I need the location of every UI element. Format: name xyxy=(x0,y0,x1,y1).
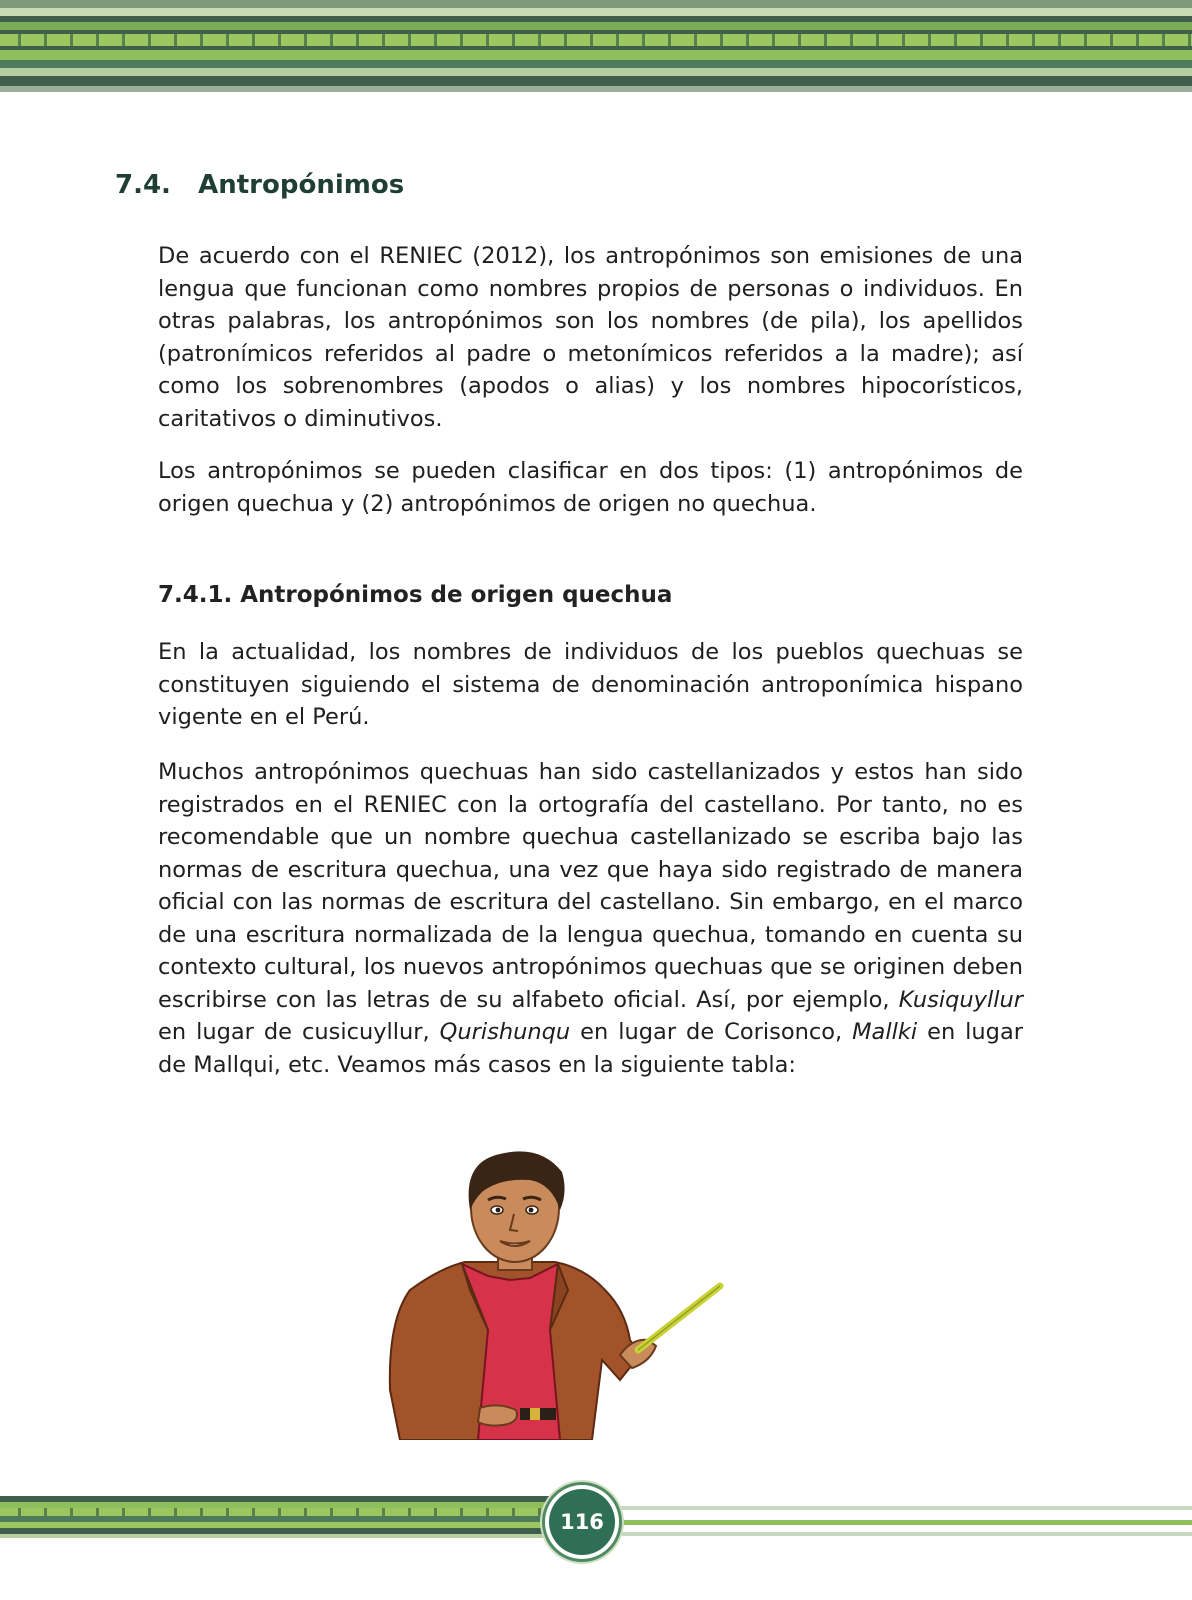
header-decorative-band xyxy=(0,0,1192,96)
teacher-with-pointer-icon xyxy=(370,1140,740,1440)
subsection-heading: 7.4.1. Antropónimos de origen quechua xyxy=(158,582,673,608)
page-number-badge xyxy=(549,1489,615,1555)
section-number: 7.4. xyxy=(115,170,171,200)
intro-paragraph-1: De acuerdo con el RENIEC (2012), los antropónimos son emisiones de una lengua que funcionan como nombres propios de personas o individuos. En otras palabras, los antropónimos son los nombres (de pila), los apellidos (patronímicos referidos al padre o metonímicos referidos a la madre); así como los sobrenombres (apodos o alias) y los nombres hipocorísticos, caritativos o diminutivos. xyxy=(158,243,1023,432)
example-name: Qurishunqu xyxy=(439,1019,571,1045)
subsection-paragraph-1: En la actualidad, los nombres de individuos de los pueblos quechuas se constituyen siguiendo el sistema de denominación antroponímica hispano vigente en el Perú. xyxy=(158,639,1023,730)
section-heading xyxy=(115,170,404,200)
page-number: 116 xyxy=(560,1510,604,1534)
paragraph-text: en lugar de Corisonco, xyxy=(570,1019,853,1045)
example-name: Mallki xyxy=(852,1019,918,1045)
intro-paragraph-2: Los antropónimos se pueden clasificar en dos tipos: (1) antropónimos de origen quechua y (2) antropónimos de origen no quechua. xyxy=(158,458,1023,517)
section-title: Antropónimos xyxy=(198,170,405,200)
paragraph-text: en lugar de cusicuyllur, xyxy=(158,1019,440,1045)
paragraph-text: en lugar de Mallqui, etc. Veamos más casos en la siguiente tabla: xyxy=(158,1019,1024,1078)
teacher-illustration xyxy=(370,1140,740,1440)
subsection-paragraph-2 xyxy=(158,756,1023,1081)
example-name: Kusiquyllur xyxy=(898,986,1023,1013)
paragraph-text: Muchos antropónimos quechuas han sido castellanizados y estos han sido registrados en el RENIEC con la ortografía del castellano. Por tanto, no es recomendable que un nombre quechua castellanizado se escriba bajo las normas de escritura quechua, una vez que haya sido registrado de manera oficial con las normas de escritura del castellano. Sin embargo, en el marco de una escritura normalizada de la lengua quechua, tomando en cuenta su contexto cultural, los nuevos antropónimos quechuas que se originen deben escribirse con las letras de su alfabeto oficial. Así, por ejemplo, xyxy=(158,759,1023,1013)
